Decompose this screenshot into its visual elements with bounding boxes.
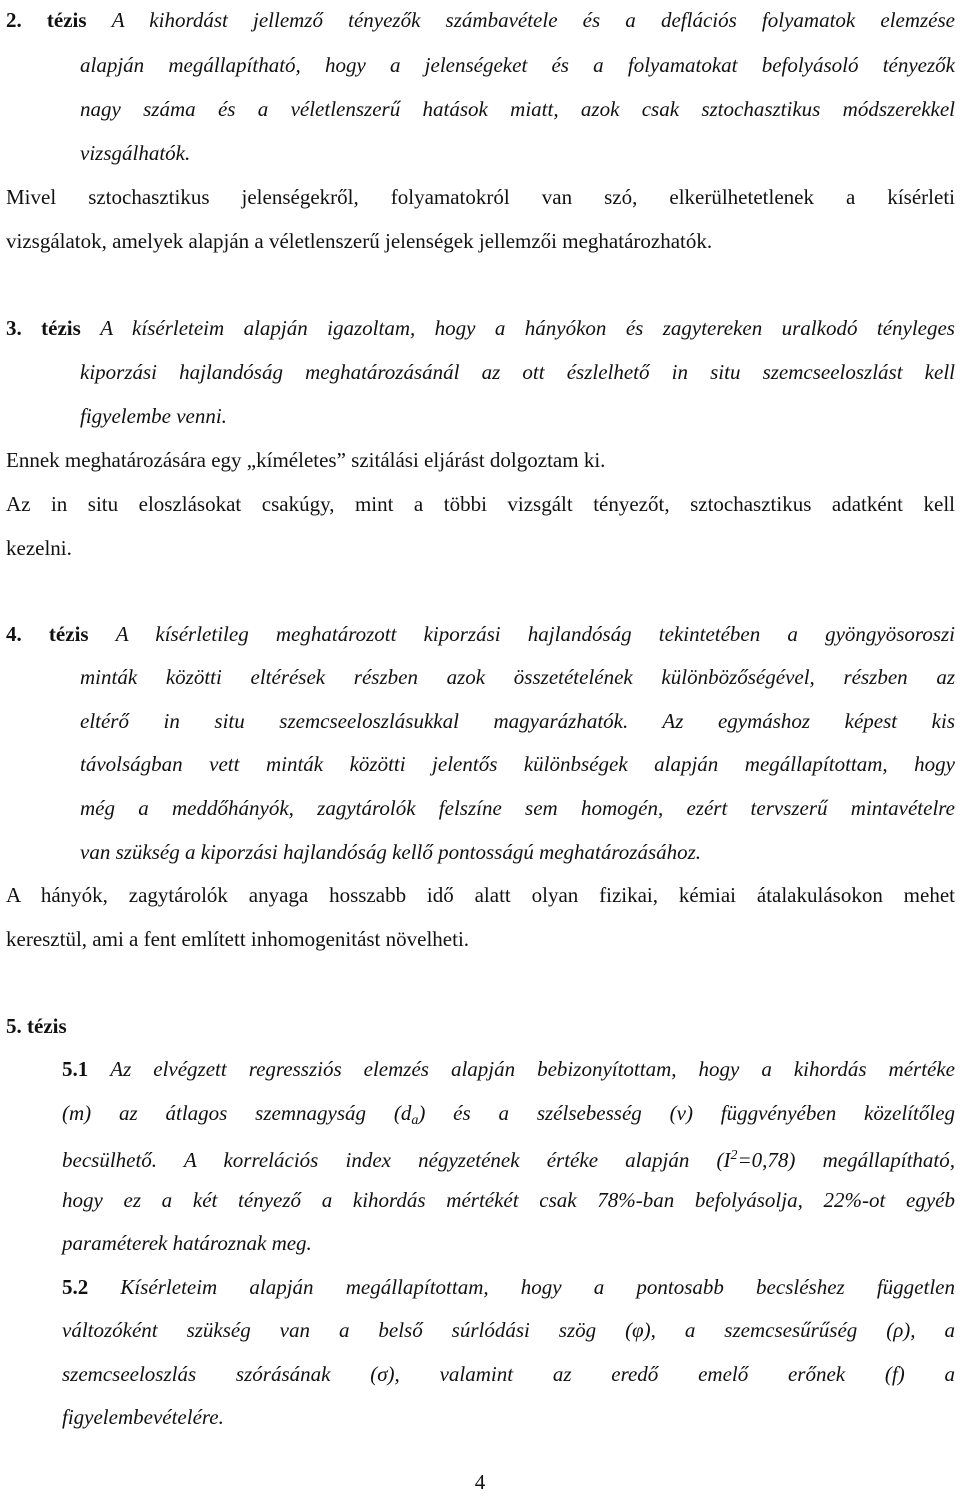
thesis-5-2-line-4: figyelembevételére. <box>62 1405 224 1429</box>
thesis-3-body-1: Ennek meghatározására egy „kíméletes” szitálási eljárást dolgoztam ki. <box>6 448 606 472</box>
thesis-3-line-2: kiporzási hajlandóság meghatározásánál az ott észlelhető in situ szemcseeloszlást kell <box>80 360 955 384</box>
thesis-5-2-line-1 <box>62 1273 955 1301</box>
thesis-3-number: 3. tézis <box>6 316 81 340</box>
thesis-4-line-5: még a meddőhányók, zagytárolók felszíne sem homogén, ezért tervszerű mintavételre <box>80 796 955 820</box>
thesis-5-1-line-2b: ) és a szélsebesség (v) függvényében közelítőleg <box>418 1101 956 1125</box>
thesis-5-1-line-3b: =0,78) megállapítható, <box>737 1148 955 1172</box>
thesis-5-heading: 5. tézis <box>6 1014 67 1038</box>
page-number: 4 <box>474 1470 486 1494</box>
thesis-4-line-6: van szükség a kiporzási hajlandóság kellő pontosságú meghatározásához. <box>80 840 702 864</box>
thesis-4-line-2: minták közötti eltérések részben azok összetételének különbözőségével, részben az <box>80 665 955 689</box>
thesis-2-body-2: vizsgálatok, amelyek alapján a véletlenszerű jelenségek jellemzői meghatározhatók. <box>6 229 713 253</box>
thesis-5-1-line-2 <box>62 1099 955 1135</box>
thesis-5-1-number: 5.1 <box>62 1057 89 1081</box>
thesis-3-line-1 <box>6 314 955 342</box>
thesis-5-2-text: Kísérleteim alapján megállapítottam, hogy a pontosabb becsléshez független <box>120 1275 955 1299</box>
thesis-5-2-line-2: változóként szükség van a belső súrlódási szög (φ), a szemcsesűrűség (ρ), a <box>62 1318 955 1342</box>
subscript-a: a <box>411 1113 419 1128</box>
thesis-5-1-line-3a: becsülhető. A korrelációs index négyzetének értéke alapján (I <box>62 1148 731 1172</box>
thesis-5-1-line-5: paraméterek határoznak meg. <box>62 1231 312 1255</box>
thesis-5-1-line-4: hogy ez a két tényező a kihordás mértékét csak 78%-ban befolyásolja, 22%-ot egyéb <box>62 1188 955 1212</box>
thesis-2-number: 2. tézis <box>6 8 87 32</box>
thesis-5-2-line-3: szemcseeloszlás szórásának (σ), valamint az eredő emelő erőnek (f) a <box>62 1362 955 1386</box>
thesis-5-1-text: Az elvégzett regressziós elemzés alapján bebizonyítottam, hogy a kihordás mértéke <box>110 1057 955 1081</box>
thesis-5-1-line-3 <box>62 1142 955 1174</box>
thesis-5-1-line-1 <box>62 1055 955 1083</box>
thesis-4-body-1: A hányók, zagytárolók anyaga hosszabb idő alatt olyan fizikai, kémiai átalakulásokon mehet <box>6 883 955 907</box>
thesis-2-line-4: vizsgálhatók. <box>80 141 191 165</box>
thesis-4-body-2: keresztül, ami a fent említett inhomogenitást növelheti. <box>6 927 470 951</box>
thesis-2-line-3: nagy száma és a véletlenszerű hatások miatt, azok csak sztochasztikus módszerekkel <box>80 97 955 121</box>
thesis-5-1-line-2a: (m) az átlagos szemnagyság (d <box>62 1101 412 1125</box>
thesis-4-number: 4. tézis <box>6 622 89 646</box>
superscript-2: 2 <box>730 1148 738 1163</box>
thesis-3-line-3: figyelembe venni. <box>80 404 227 428</box>
thesis-4-line-4: távolságban vett minták közötti jelentős különbségek alapján megállapítottam, hogy <box>80 752 955 776</box>
thesis-4-line-3: eltérő in situ szemcseeloszlásukkal magyarázhatók. Az egymáshoz képest kis <box>80 709 955 733</box>
thesis-3-text: A kísérleteim alapján igazoltam, hogy a hányókon és zagytereken uralkodó tényleges <box>100 316 955 340</box>
thesis-2-body-1: Mivel sztochasztikus jelenségekről, folyamatokról van szó, elkerülhetetlenek a kísérleti <box>6 185 955 209</box>
thesis-3-body-3: kezelni. <box>6 536 72 560</box>
thesis-2-line-1 <box>6 6 955 34</box>
thesis-4-text: A kísérletileg meghatározott kiporzási hajlandóság tekintetében a gyöngyösoroszi <box>115 622 955 646</box>
thesis-4-line-1 <box>6 620 955 648</box>
thesis-3-body-2: Az in situ eloszlásokat csakúgy, mint a többi vizsgált tényezőt, sztochasztikus adatként kell <box>6 492 955 516</box>
thesis-2-text: A kihordást jellemző tényezők számbavétele és a deflációs folyamatok elemzése <box>111 8 955 32</box>
thesis-2-line-2: alapján megállapítható, hogy a jelenségeket és a folyamatokat befolyásoló tényezők <box>80 53 955 77</box>
thesis-5-2-number: 5.2 <box>62 1275 89 1299</box>
